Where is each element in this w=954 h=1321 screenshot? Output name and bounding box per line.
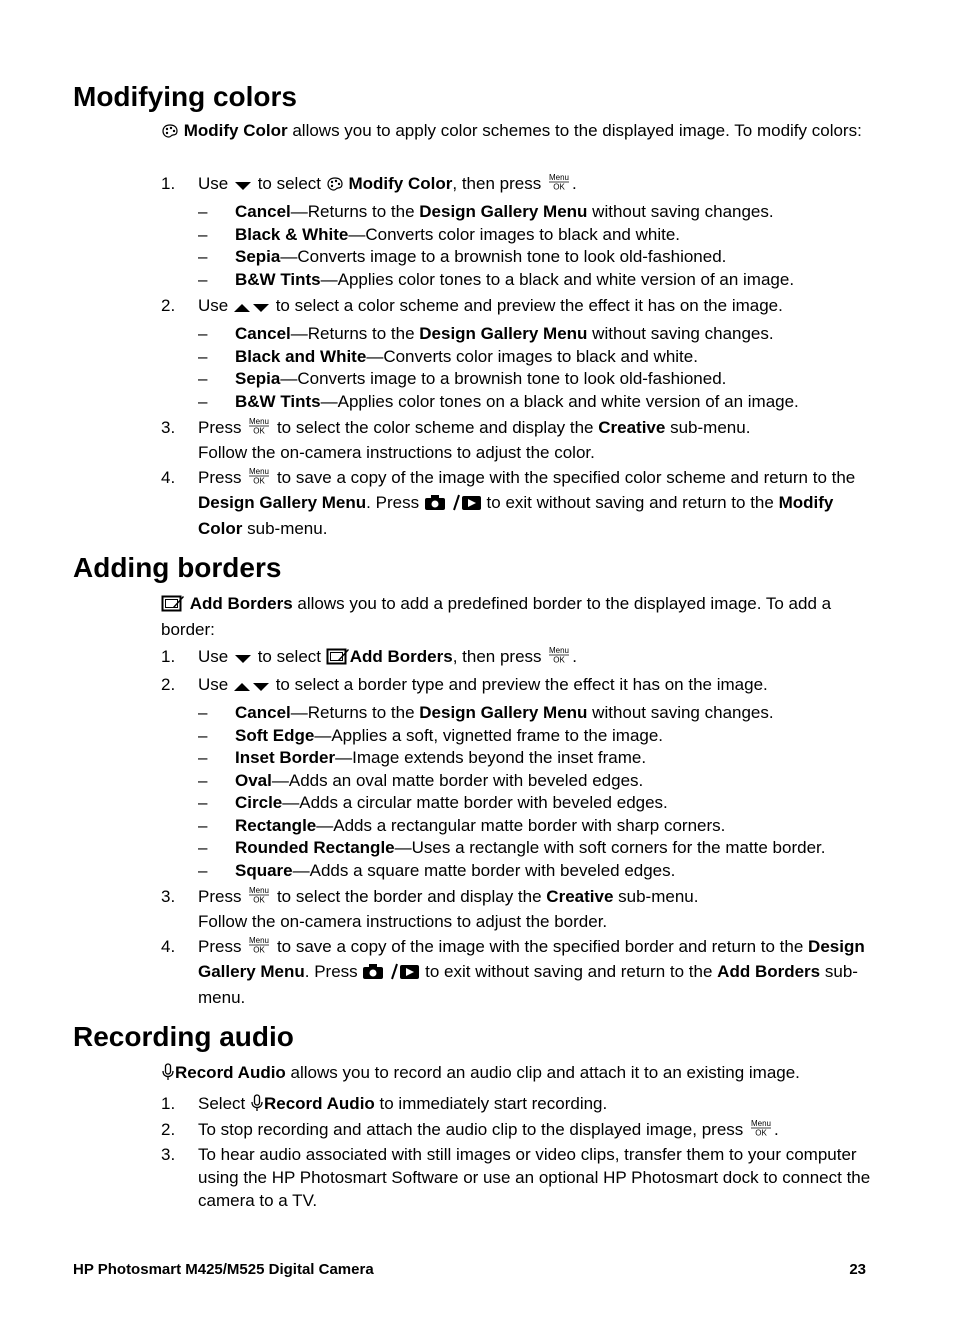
menu-ok-icon	[246, 417, 272, 441]
step-text: to select	[257, 174, 322, 193]
option-item: – Cancel—Returns to the Design Gallery Menu without saving changes.	[198, 202, 774, 221]
menu-ok-icon	[546, 646, 572, 670]
step-text: .	[774, 1120, 779, 1139]
step-text: to save a copy of the image with the specified color scheme and return to the	[276, 468, 856, 487]
audio-intro-bold: Record Audio	[175, 1063, 286, 1082]
option-item: – B&W Tints—Applies color tones to a black and white version of an image.	[198, 269, 795, 289]
borders-intro	[161, 592, 871, 641]
step-text: to exit without saving and return to the	[486, 493, 774, 512]
option-item: – Black and White—Converts color images to black and white.	[198, 346, 698, 366]
step-text: Press	[198, 887, 242, 906]
step-text: To stop recording and attach the audio clip to the displayed image, press	[198, 1120, 744, 1139]
microphone-icon	[161, 1063, 175, 1087]
modify-intro-bold: Modify Color	[183, 121, 288, 140]
svg-text:OK: OK	[553, 655, 566, 664]
option-item: – Square—Adds a square matte border with beveled edges.	[198, 860, 676, 880]
svg-text:Menu: Menu	[751, 1119, 772, 1128]
step-number: 1.	[161, 174, 176, 193]
svg-text:OK: OK	[253, 945, 265, 954]
step-number: 2.	[161, 675, 176, 694]
step-text: To hear audio associated with still images or video clips, transfer them to your computer using the HP Photosmart Software or use an optional HP Photosmart dock to connect the camera to a TV.	[198, 1145, 871, 1210]
section-title-modifying-colors: Modifying colors	[73, 81, 297, 112]
option-item: – Sepia—Converts image to a brownish tone to look old-fashioned.	[198, 369, 727, 388]
step-text: Use	[198, 675, 229, 694]
step-text: Press	[198, 937, 242, 956]
step-bold: Modify Color	[198, 493, 834, 538]
step-text: .	[572, 647, 578, 666]
modify-step-3	[161, 416, 871, 464]
camera-playback-icon	[424, 493, 482, 517]
step-text: to select the border and display the	[276, 887, 542, 906]
svg-text:Menu: Menu	[249, 886, 270, 895]
step-text: Follow the on-camera instructions to adjust the color.	[198, 443, 595, 462]
modify-intro-text: allows you to apply color schemes to the displayed image. To modify colors:	[287, 121, 862, 140]
step-number: 3.	[161, 887, 176, 906]
camera-playback-icon	[362, 962, 420, 986]
step-bold: Creative	[598, 418, 666, 437]
footer-page-number: 23	[849, 1261, 866, 1278]
modify-color-icon	[161, 122, 179, 145]
step-number: 1.	[161, 647, 176, 666]
option-item: – B&W Tints—Applies color tones on a black and white version of an image.	[198, 391, 799, 411]
step-text: to immediately start recording.	[374, 1094, 608, 1113]
modify-intro	[161, 119, 871, 145]
step-bold: Add Borders	[717, 962, 821, 981]
step-text: to select a color scheme and preview the effect it has on the image.	[275, 296, 783, 315]
step-text: . Press	[366, 493, 420, 512]
step-number: 3.	[161, 418, 176, 437]
modify-step-2	[161, 294, 871, 413]
add-borders-icon	[161, 594, 185, 618]
step-bold: Creative	[546, 887, 614, 906]
step-bold: Design Gallery Menu	[198, 493, 367, 512]
borders-step-1	[161, 645, 871, 671]
svg-text:OK: OK	[253, 895, 265, 904]
step-text: to select a border type and preview the effect it has on the image.	[275, 675, 768, 694]
step-bold: Record Audio	[263, 1094, 375, 1113]
step-text: Press	[198, 418, 242, 437]
step-text: . Press	[304, 962, 358, 981]
step-bold: Design Gallery Menu	[198, 937, 865, 981]
arrow-up-down-icon	[233, 297, 271, 320]
svg-text:OK: OK	[253, 476, 265, 485]
svg-text:OK: OK	[253, 426, 265, 435]
option-item: – Oval—Adds an oval matte border with beveled edges.	[198, 770, 644, 790]
audio-step-2	[161, 1118, 871, 1143]
step-text: to save a copy of the image with the specified border and return to the	[276, 937, 804, 956]
svg-text:OK: OK	[553, 182, 565, 191]
step-text: .	[571, 174, 577, 193]
step-text: to exit without saving and return to the	[425, 962, 713, 981]
footer-product: HP Photosmart M425/M525 Digital Camera	[73, 1261, 374, 1278]
step-text: to select the color scheme and display the	[276, 418, 594, 437]
step-text: Use	[198, 296, 229, 315]
audio-intro	[161, 1061, 871, 1087]
borders-intro-bold: Add Borders	[189, 594, 293, 613]
step-text: sub-menu.	[618, 887, 699, 906]
option-item: – Circle—Adds a circular matte border with beveled edges.	[198, 793, 668, 812]
step-text: sub-menu.	[670, 418, 751, 437]
audio-steps	[161, 1092, 871, 1212]
section-title-recording-audio: Recording audio	[73, 1021, 294, 1052]
step-number: 3.	[161, 1145, 176, 1164]
step-text: sub-menu.	[198, 962, 858, 1007]
svg-text:Menu: Menu	[549, 646, 570, 655]
audio-step-3	[161, 1143, 871, 1212]
step-bold: Add Borders	[349, 647, 453, 666]
arrow-down-icon	[233, 175, 253, 198]
step-text: Use	[198, 174, 229, 193]
step-text: Select	[198, 1094, 246, 1113]
step-number: 4.	[161, 937, 176, 956]
microphone-icon	[250, 1094, 264, 1118]
step-text: to select	[257, 647, 322, 666]
audio-step-1	[161, 1092, 871, 1118]
step-text: , then press	[452, 174, 542, 193]
menu-ok-icon	[246, 886, 272, 910]
borders-intro-text: allows you to add a predefined border to the displayed image. To add a border:	[161, 594, 832, 639]
option-item: – Cancel—Returns to the Design Gallery Menu without saving changes.	[198, 703, 774, 722]
step-text: Follow the on-camera instructions to adjust the border.	[198, 912, 608, 931]
svg-text:Menu: Menu	[249, 467, 270, 476]
svg-text:Menu: Menu	[249, 417, 270, 426]
audio-intro-text: allows you to record an audio clip and attach it to an existing image.	[285, 1063, 800, 1082]
menu-ok-icon	[246, 467, 272, 491]
step-text: Press	[198, 468, 242, 487]
step-bold: Modify Color	[348, 174, 453, 193]
option-item: – Rectangle—Adds a rectangular matte border with sharp corners.	[198, 815, 726, 835]
step-number: 2.	[161, 296, 176, 315]
borders-step-3	[161, 885, 871, 933]
option-item: – Sepia—Converts image to a brownish tone to look old-fashioned.	[198, 247, 727, 266]
borders-step-4	[161, 935, 871, 1009]
modify-step-1	[161, 172, 871, 291]
menu-ok-icon	[748, 1119, 774, 1143]
modify-options-2	[198, 323, 871, 413]
step-text: Use	[198, 647, 229, 666]
modify-color-icon	[326, 175, 344, 198]
borders-step-2	[161, 673, 871, 882]
menu-ok-icon	[246, 936, 272, 960]
borders-options	[198, 702, 871, 882]
section-title-adding-borders: Adding borders	[73, 552, 282, 583]
arrow-up-down-icon	[233, 676, 271, 699]
svg-text:Menu: Menu	[548, 173, 569, 182]
step-text: , then press	[452, 647, 542, 666]
step-number: 4.	[161, 468, 176, 487]
menu-ok-icon	[546, 173, 572, 197]
svg-text:Menu: Menu	[249, 936, 270, 945]
modify-steps	[161, 172, 871, 540]
add-borders-icon	[326, 647, 350, 671]
modify-options-1	[198, 201, 871, 291]
step-number: 1.	[161, 1094, 176, 1113]
option-item: – Soft Edge—Applies a soft, vignetted frame to the image.	[198, 725, 664, 745]
option-item: – Inset Border—Image extends beyond the inset frame.	[198, 748, 647, 767]
option-item: – Cancel—Returns to the Design Gallery Menu without saving changes.	[198, 324, 774, 343]
arrow-down-icon	[233, 648, 253, 671]
svg-text:OK: OK	[755, 1128, 767, 1137]
step-number: 2.	[161, 1120, 176, 1139]
option-item: – Rounded Rectangle—Uses a rectangle with soft corners for the matte border.	[198, 838, 826, 857]
option-item: – Black & White—Converts color images to black and white.	[198, 224, 681, 244]
step-text: sub-menu.	[247, 519, 328, 538]
borders-steps	[161, 645, 871, 1009]
modify-step-4	[161, 466, 871, 540]
